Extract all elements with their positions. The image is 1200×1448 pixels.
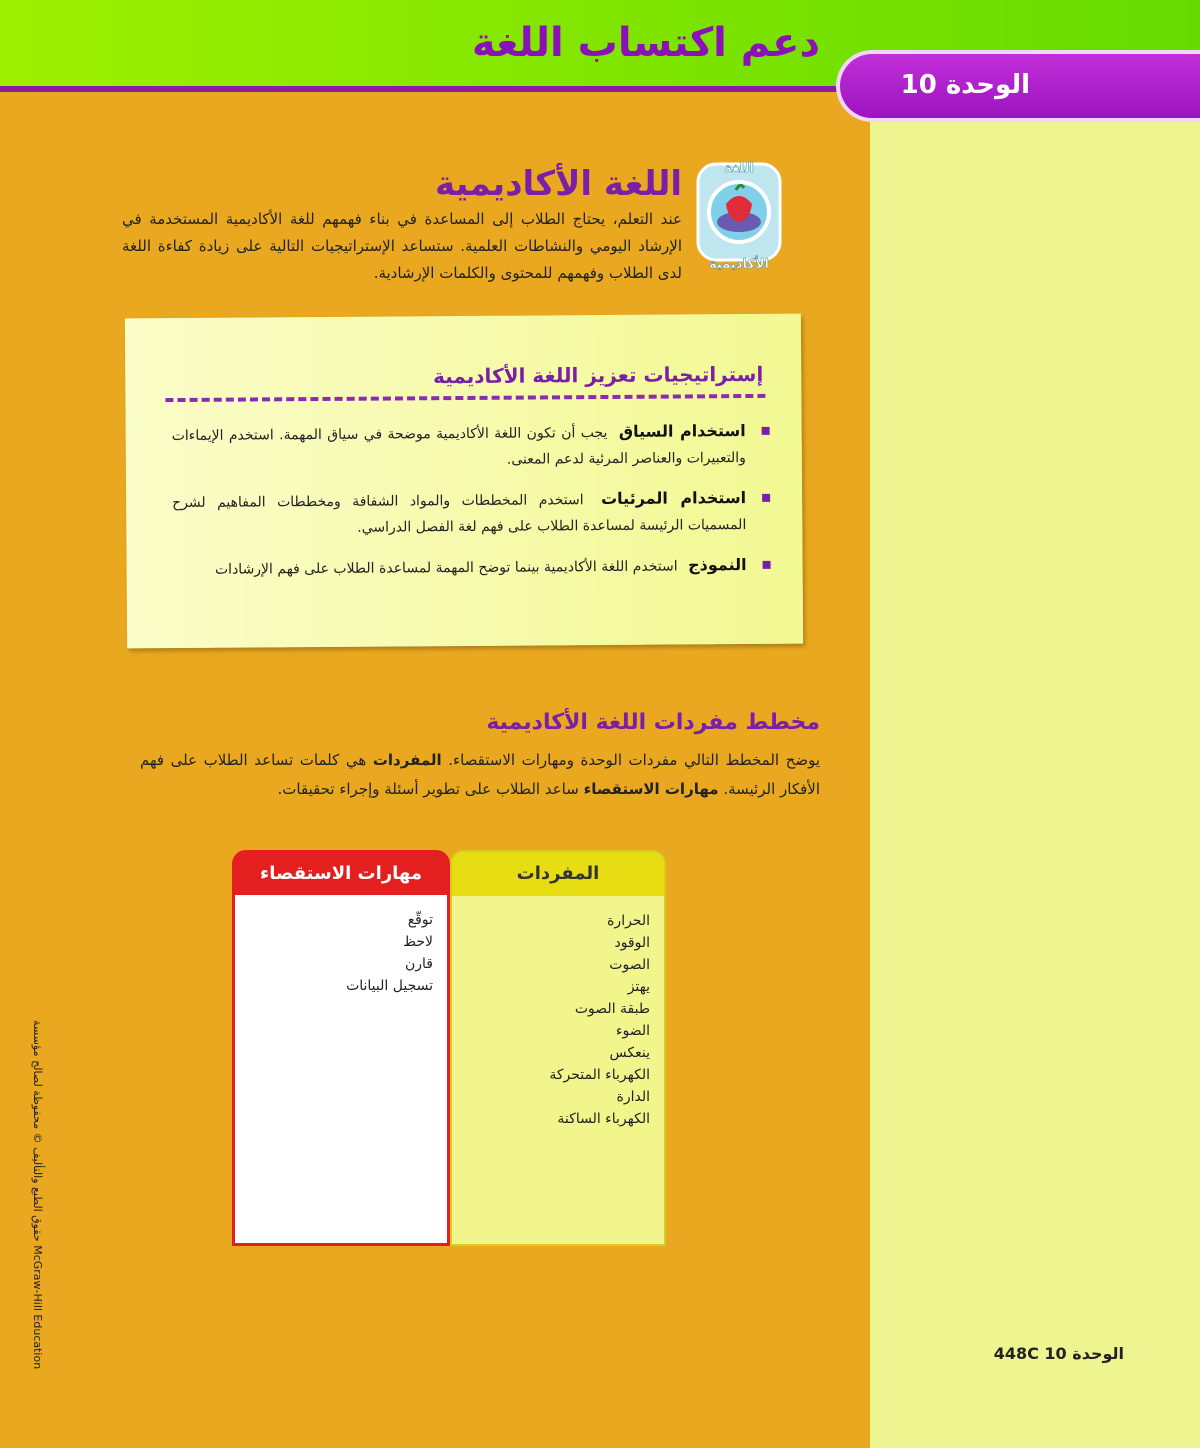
strategy-term: استخدام المرئيات [600,488,747,509]
vocabulary-word: الضوء [615,1023,650,1039]
strategy-term: استخدام السياق [618,421,746,441]
svg-text:اللغة: اللغة [724,161,754,176]
page-footer [994,1344,1138,1363]
inquiry-skills-heading: مهارات الاستقصاء [235,853,447,895]
svg-text:الأكاديمية: الأكاديمية [708,257,770,272]
footer-unit: الوحدة 10 [1044,1344,1124,1363]
vocab-chart-term-1: المفردات [372,751,442,769]
academic-language-intro: عند التعلم، يحتاج الطلاب إلى المساعدة في بناء فهمهم للغة الأكاديمية المستخدمة في الإرشاد اليومي والنشاطات العلمية. ستساعد الإستراتيجيات التالية على زيادة كفاءة اللغة لدى الطلاب وفهمهم للمحتوى والكلمات الإرشادية. [122,210,682,282]
page-number: 448C [993,1344,1039,1363]
right-margin-panel [870,120,1200,1448]
inquiry-skills-list [235,909,433,997]
strategy-text: استخدم اللغة الأكاديمية بينما توضح المهمة لمساعدة الطلاب على فهم الإرشادات [214,558,678,578]
inquiry-skill: قارن [405,956,433,972]
vocab-chart-text-2: هي كلمات تساعد الطلاب على فهم الأفكار الرئيسة. [140,751,820,798]
vocabulary-list [452,910,650,1130]
vocab-chart-term-2: مهارات الاستقصاء [583,780,719,798]
vocabulary-word: الكهرباء الساكنة [557,1111,650,1127]
vocabulary-word: الدارة [616,1089,650,1105]
vocabulary-heading: المفردات [452,852,664,896]
strategies-divider [165,394,765,402]
strategy-item [173,552,773,583]
vocab-chart-text-3: ساعد الطلاب على تطوير أسئلة وإجراء تحقيقات. [277,780,579,798]
strategies-list [172,418,773,597]
copyright-text: حقوق الطبع والتأليف © محفوظة لصالح مؤسسة McGraw-Hill Education [31,1020,44,1370]
vocabulary-word: الكهرباء المتحركة [549,1067,650,1083]
strategy-text: استخدم المخططات والمواد الشفافة ومخططات المفاهيم لشرح المسميات الرئيسة لمساعدة الطلاب على فهم لغة الفصل الدراسي. [172,492,747,536]
unit-tab [836,50,1200,122]
header-divider [0,86,860,92]
strategy-term: النموذج [687,555,747,575]
strategies-title: إستراتيجيات تعزيز اللغة الأكاديمية [432,361,764,389]
copyright-notice [22,1020,52,1380]
academic-language-badge-icon [692,150,786,276]
strategy-text: يجب أن تكون اللغة الأكاديمية موضحة في سياق المهمة. استخدم الإيماءات والتعبيرات والعناصر المرئية لدعم المعنى. [171,424,746,468]
inquiry-skills-column [232,850,450,1246]
page-title: دعم اكتساب اللغة [471,20,820,66]
vocab-chart-description [140,746,820,804]
inquiry-skill: تسجيل البيانات [346,978,433,994]
vocab-chart-text-1: يوضح المخطط التالي مفردات الوحدة ومهارات الاستقصاء. [448,751,821,769]
vocabulary-word: طبقة الصوت [574,1001,650,1017]
vocabulary-word: الحرارة [607,913,650,929]
vocab-chart-title: مخطط مفردات اللغة الأكاديمية [486,710,820,735]
strategies-note [125,314,803,649]
strategy-item [172,485,772,542]
academic-language-title: اللغة الأكاديمية [435,164,682,204]
strategy-item [172,418,772,475]
vocabulary-word: الوقود [614,935,650,951]
vocabulary-word: يهتز [627,979,650,995]
inquiry-skill: لاحظ [403,934,433,950]
inquiry-skill: توقّع [407,912,433,928]
unit-tab-label: الوحدة 10 [900,70,1030,100]
vocabulary-word: ينعكس [609,1045,650,1061]
vocabulary-column [450,850,666,1246]
vocabulary-word: الصوت [609,957,650,973]
